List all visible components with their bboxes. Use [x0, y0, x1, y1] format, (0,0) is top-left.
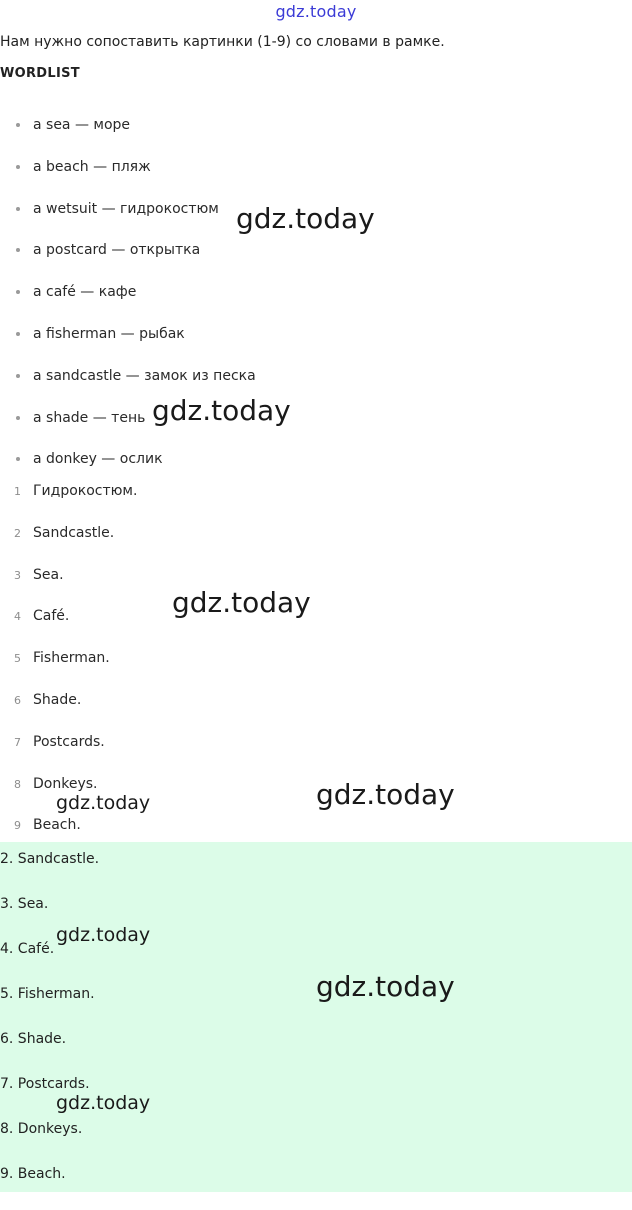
numbered-item: 4 Café.	[14, 608, 70, 625]
answer-item: 8. Donkeys.	[0, 1121, 83, 1137]
list-item: a postcard — открытка	[0, 241, 256, 283]
numbered-item: 6 Shade.	[14, 691, 82, 708]
item-number: 6	[14, 693, 21, 707]
item-number: 2	[14, 526, 21, 540]
numbered-item: 5 Fisherman.	[14, 650, 110, 667]
bullet-dot	[16, 207, 20, 211]
item-number: 4	[14, 610, 21, 624]
site-logo[interactable]: gdz.today	[275, 2, 357, 21]
answer-item: 2. Sandcastle.	[0, 851, 100, 867]
numbered-item: 1 Гидрокостюм.	[14, 483, 138, 499]
watermark: gdz.today	[316, 970, 455, 1003]
bullet-dot	[16, 457, 20, 461]
watermark: gdz.today	[172, 586, 311, 619]
bullet-dot	[16, 332, 20, 336]
watermark: gdz.today	[316, 778, 455, 811]
list-item: a shade — тень	[0, 409, 256, 451]
answer-item: 3. Sea.	[0, 896, 49, 912]
list-item: a wetsuit — гидрокостюм	[0, 200, 256, 242]
bullet-dot	[16, 248, 20, 252]
item-number: 8	[14, 777, 21, 791]
watermark: gdz.today	[56, 1092, 151, 1114]
wordlist-heading: WORDLIST	[0, 66, 80, 81]
watermark: gdz.today	[236, 202, 375, 235]
watermark: gdz.today	[152, 394, 291, 427]
bullet-dot	[16, 165, 20, 169]
list-item: a fisherman — рыбак	[0, 325, 256, 367]
bullet-dot	[16, 123, 20, 127]
answer-box	[0, 842, 632, 1192]
list-item: a beach — пляж	[0, 158, 256, 200]
bullet-dot	[16, 290, 20, 294]
numbered-item: 9 Beach.	[14, 817, 81, 834]
item-number: 7	[14, 735, 21, 749]
list-item: a sea — море	[0, 116, 256, 158]
answer-list	[0, 850, 99, 1210]
list-item: a café — кафе	[0, 283, 256, 325]
item-number: 5	[14, 652, 21, 666]
item-number: 9	[14, 819, 21, 833]
watermark: gdz.today	[56, 924, 151, 946]
answer-item: 9. Beach.	[0, 1166, 66, 1182]
numbered-item: 3 Sea.	[14, 566, 64, 583]
numbered-list	[0, 482, 137, 858]
bullet-dot	[16, 416, 20, 420]
list-item: a donkey — ослик	[0, 450, 256, 492]
answer-item: 6. Shade.	[0, 1031, 67, 1047]
item-number: 3	[14, 568, 21, 582]
numbered-item: 7 Postcards.	[14, 733, 105, 750]
numbered-item: 2 Sandcastle.	[14, 524, 115, 541]
answer-item: 7. Postcards.	[0, 1076, 90, 1092]
item-number: 1	[14, 485, 21, 498]
watermark: gdz.today	[56, 792, 151, 814]
intro-text: Нам нужно сопоставить картинки (1-9) со словами в рамке.	[0, 34, 445, 50]
numbered-item: 8 Donkeys.	[14, 775, 98, 792]
answer-item: 4. Café.	[0, 941, 55, 957]
wordlist	[0, 116, 256, 492]
list-item: a sandcastle — замок из песка	[0, 367, 256, 409]
answer-item: 5. Fisherman.	[0, 986, 95, 1002]
bullet-dot	[16, 374, 20, 378]
